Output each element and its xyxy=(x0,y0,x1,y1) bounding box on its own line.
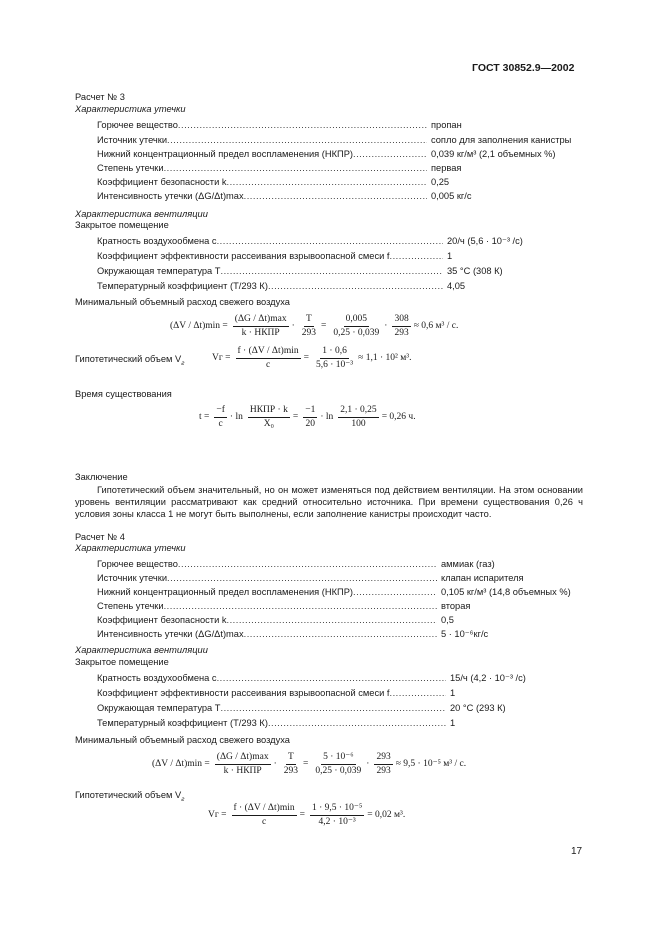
row-value: 1 xyxy=(447,251,453,261)
calc3-title: Расчет № 3 xyxy=(75,92,125,102)
calc3-vent-row xyxy=(97,266,567,277)
calc4-leak-heading: Характеристика утечки xyxy=(75,543,186,553)
calc4-leak-row xyxy=(97,601,581,612)
row-value: вторая xyxy=(441,601,471,611)
eq-lhs: Vг = xyxy=(208,809,227,820)
calc4-leak-row xyxy=(97,559,581,570)
calc3-time-label: Время существования xyxy=(75,389,172,399)
eq-fraction: $\frac{-1}{20}$ xyxy=(305,405,316,429)
eq-fraction: $\frac{0,005}{0,25 \cdot 0,039}$ xyxy=(333,314,380,338)
row-value: 4,05 xyxy=(447,281,466,291)
document-header: ГОСТ 30852.9—2002 xyxy=(472,62,575,74)
calc3-leak-row xyxy=(97,135,581,146)
row-label: Степень утечки xyxy=(97,163,164,173)
calc4-vent-row xyxy=(97,703,582,714)
eq-lhs: (ΔV / Δt)min = xyxy=(152,758,210,769)
calc4-room-type: Закрытое помещение xyxy=(75,657,169,667)
calc3-time-equation: t = $\frac{-f}{c}$ · ln $\frac{\text{НКПР · k}}{\text{X₀}}$ = $\frac{-1}{20}$ · ln $\frac{2,1 \cdot 0,25}{100}$ = 0,26 ч. xyxy=(199,405,416,429)
eq-result: = 0,26 ч. xyxy=(381,411,416,422)
row-value: 35 °C (308 К) xyxy=(447,266,503,276)
row-label: Нижний концентрационный предел воспламенения (НКПР) xyxy=(97,149,354,159)
calc4-vent-row xyxy=(97,688,582,699)
eq-lhs: (ΔV / Δt)min = xyxy=(170,320,228,331)
eq-fraction: $\frac{2,1 \cdot 0,25}{100}$ xyxy=(340,405,377,429)
row-label: Коэффициент безопасности k xyxy=(97,177,227,187)
calc4-vent-heading: Характеристика вентиляции xyxy=(75,645,208,655)
eq-lhs: Vг = xyxy=(212,352,231,363)
eq-fraction: $\frac{f \cdot (\Delta V / \Delta t)\min}{c}$ xyxy=(237,346,299,370)
calc3-hyp-volume-equation: Vг = $\frac{f \cdot (\Delta V / \Delta t)\min}{c}$ = $\frac{1 \cdot 0,6}{\text{5,6 · 10⁻³}}$ ≈ 1,1 · 10² м³. xyxy=(212,346,412,370)
row-value: 20/ч (5,6 · 10⁻³ /с) xyxy=(447,236,523,246)
row-value: пропан xyxy=(431,120,462,130)
eq-fraction: $\frac{T}{293}$ xyxy=(301,314,316,338)
row-label: Окружающая температура T xyxy=(97,266,221,276)
row-value: 15/ч (4,2 · 10⁻³ /с) xyxy=(450,673,526,683)
row-label: Окружающая температура T xyxy=(97,703,221,713)
row-label: Коэффициент эффективности рассеивания взрывоопасной смеси f xyxy=(97,688,390,698)
calc3-conclusion-title: Заключение xyxy=(75,472,128,482)
row-label: Источник утечки xyxy=(97,573,168,583)
eq-fraction: $\frac{T}{293}$ xyxy=(283,752,298,776)
calc3-vent-heading: Характеристика вентиляции xyxy=(75,209,208,219)
calc4-leak-row xyxy=(97,629,581,640)
eq-fraction: $\frac{\text{5 · 10⁻⁶}}{0,25 \cdot 0,039}$ xyxy=(315,752,362,776)
calc4-min-flow-label: Минимальный объемный расход свежего воздуха xyxy=(75,735,290,745)
row-label: Интенсивность утечки (ΔG/Δt)max xyxy=(97,191,244,201)
row-label: Источник утечки xyxy=(97,135,168,145)
page-number: 17 xyxy=(571,846,583,857)
calc3-leak-row xyxy=(97,120,581,131)
calc3-conclusion-text: Гипотетический объем значительный, но он может изменяться под действием вентиляции. На этом основании уровень вентиляции рассматривают как средний относительно источника. При времени существования 0,26 ч условия зоны класса 1 не могут быть выполнены, если заполнение канистры происходит часто. xyxy=(75,485,583,520)
row-value: сопло для заполнения канистры xyxy=(431,135,572,145)
eq-lhs: t = xyxy=(199,411,210,422)
row-label: Температурный коэффициент (T/293 К) xyxy=(97,281,268,291)
row-value: 0,5 xyxy=(441,615,454,625)
row-value: 0,105 кг/м³ (14,8 объемных %) xyxy=(441,587,571,597)
calc3-hyp-volume-label: Гипотетический объем $V_г$ xyxy=(75,354,185,367)
calc4-vent-row xyxy=(97,718,582,729)
eq-fraction: $\frac{1 \cdot 0,6}{\text{5,6 · 10⁻³}}$ xyxy=(315,346,354,370)
row-value: 1 xyxy=(450,718,456,728)
calc3-min-flow-equation: (ΔV / Δt)min = $\frac{(\Delta G / \Delta t)\max}{\text{k · НКПР}}$ · $\frac{T}{293}$ = $\frac{0,005}{0,25 \cdot 0,039}$ · $\frac{308}{293}$ ≈ 0,6 м³ / с. xyxy=(170,314,459,338)
calc3-leak-row xyxy=(97,149,581,160)
row-label: Кратность воздухообмена c xyxy=(97,236,217,246)
eq-result: = 0,02 м³. xyxy=(367,809,406,820)
calc3-leak-row xyxy=(97,163,581,174)
row-label: Коэффициент эффективности рассеивания взрывоопасной смеси f xyxy=(97,251,390,261)
calc3-vent-row xyxy=(97,236,567,247)
row-value: 1 xyxy=(450,688,456,698)
calc4-title: Расчет № 4 xyxy=(75,532,125,542)
row-value: 0,005 кг/с xyxy=(431,191,472,201)
calc4-hyp-volume-equation: Vг = $\frac{f \cdot (\Delta V / \Delta t)\min}{c}$ = $\frac{\text{1 · 9,5 · 10⁻⁵}}{\text{4,2 · 10⁻³}}$ = 0,02 м³. xyxy=(208,803,406,827)
calc3-min-flow-label: Минимальный объемный расход свежего воздуха xyxy=(75,297,290,307)
eq-fraction: $\frac{308}{293}$ xyxy=(394,314,409,338)
row-value: 20 °C (293 К) xyxy=(450,703,506,713)
row-label: Кратность воздухообмена c xyxy=(97,673,217,683)
eq-fraction: $\frac{\text{НКПР · k}}{\text{X₀}}$ xyxy=(249,405,288,429)
row-value: 0,25 xyxy=(431,177,450,187)
row-label: Нижний концентрационный предел воспламенения (НКПР) xyxy=(97,587,354,597)
eq-fraction: $\frac{\text{1 · 9,5 · 10⁻⁵}}{\text{4,2 · 10⁻³}}$ xyxy=(311,803,363,827)
calc3-room-type: Закрытое помещение xyxy=(75,220,169,230)
calc3-vent-row xyxy=(97,281,567,292)
calc3-leak-heading: Характеристика утечки xyxy=(75,104,186,114)
row-label: Интенсивность утечки (ΔG/Δt)max xyxy=(97,629,244,639)
row-value: клапан испарителя xyxy=(441,573,524,583)
calc4-hyp-volume-label: Гипотетический объем $V_г$ xyxy=(75,790,185,803)
row-label: Температурный коэффициент (T/293 К) xyxy=(97,718,268,728)
eq-fraction: $\frac{(\Delta G / \Delta t)\max}{\text{k · НКПР}}$ xyxy=(234,314,287,338)
row-value: 5 · 10⁻⁶кг/с xyxy=(441,629,489,639)
calc3-leak-row xyxy=(97,177,581,188)
eq-result: ≈ 0,6 м³ / с. xyxy=(413,320,459,331)
calc3-leak-row xyxy=(97,191,581,202)
calc3-vent-row xyxy=(97,251,567,262)
eq-result: ≈ 9,5 · 10⁻⁵ м³ / с. xyxy=(395,758,467,769)
calc4-leak-row xyxy=(97,587,581,598)
row-value: 0,039 кг/м³ (2,1 объемных %) xyxy=(431,149,556,159)
calc4-vent-row xyxy=(97,673,582,684)
row-label: Степень утечки xyxy=(97,601,164,611)
calc4-min-flow-equation: (ΔV / Δt)min = $\frac{(\Delta G / \Delta t)\max}{\text{k · НКПР}}$ · $\frac{T}{293}$ = $\frac{\text{5 · 10⁻⁶}}{0,25 \cdot 0,039}$ · $\frac{293}{293}$ ≈ 9,5 · 10⁻⁵ м³ / с. xyxy=(152,752,467,776)
eq-fraction: $\frac{-f}{c}$ xyxy=(216,405,225,429)
eq-fraction: $\frac{f \cdot (\Delta V / \Delta t)\min}{c}$ xyxy=(233,803,295,827)
calc4-leak-row xyxy=(97,615,581,626)
row-label: Коэффициент безопасности k xyxy=(97,615,227,625)
eq-fraction: $\frac{293}{293}$ xyxy=(376,752,391,776)
row-label: Горючее вещество xyxy=(97,559,178,569)
row-value: первая xyxy=(431,163,462,173)
row-label: Горючее вещество xyxy=(97,120,178,130)
eq-result: ≈ 1,1 · 10² м³. xyxy=(358,352,412,363)
calc4-leak-row xyxy=(97,573,581,584)
row-value: аммиак (газ) xyxy=(441,559,495,569)
eq-fraction: $\frac{(\Delta G / \Delta t)\max}{\text{k · НКПР}}$ xyxy=(216,752,269,776)
